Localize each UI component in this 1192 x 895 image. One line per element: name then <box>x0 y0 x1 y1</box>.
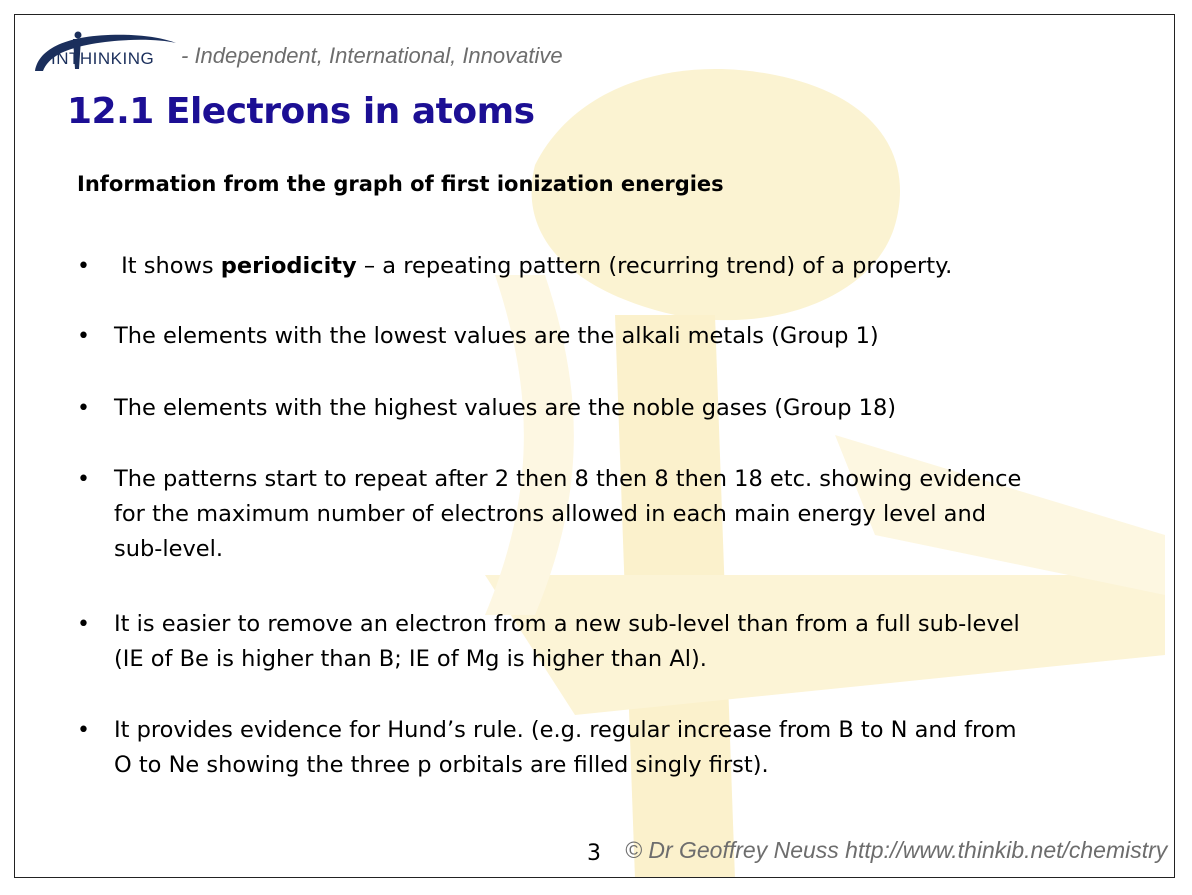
slide <box>14 14 1175 878</box>
logo-text: INTHINKING <box>51 49 155 68</box>
bullet-text <box>114 462 1117 567</box>
bullet-line: It provides evidence for Hund’s rule. (e.g. regular increase from B to N and from <box>114 717 1017 743</box>
bullet-text <box>114 607 1117 677</box>
copyright-text: © Dr Geoffrey Neuss http://www.thinkib.net/chemistry <box>625 837 1168 863</box>
bullet-marker: • <box>77 396 90 421</box>
bullet-item-lowest <box>77 319 1117 354</box>
bullet-text-pre: It shows <box>114 253 221 279</box>
bullet-line: (IE of Be is higher than B; IE of Mg is higher than Al). <box>114 646 707 672</box>
bullet-text-post: – a repeating pattern (recurring trend) of a property. <box>356 253 953 279</box>
bullet-item-patterns <box>77 462 1117 567</box>
bullet-line: sub-level. <box>114 536 224 562</box>
page-number: 3 <box>587 841 601 866</box>
bullet-item-periodicity <box>77 249 1117 284</box>
bullet-line: The patterns start to repeat after 2 then 8 then 8 then 18 etc. showing evidence <box>114 466 1022 492</box>
bullet-marker: • <box>77 612 90 637</box>
bullet-item-sublevel <box>77 607 1117 677</box>
bullet-marker: • <box>77 254 90 279</box>
bullet-line: It is easier to remove an electron from a new sub-level than from a full sub-level <box>114 611 1020 637</box>
bullet-text <box>114 713 1117 783</box>
page-title: 12.1 Electrons in atoms <box>67 91 535 132</box>
bullet-text-bold: periodicity <box>220 253 357 279</box>
bullet-marker: • <box>77 324 90 349</box>
bullet-marker: • <box>77 467 90 492</box>
inthinking-logo <box>31 25 191 75</box>
bullet-item-hund <box>77 713 1117 783</box>
tagline: - Independent, International, Innovative <box>181 43 563 68</box>
bullet-line: for the maximum number of electrons allowed in each main energy level and <box>114 501 986 527</box>
bullet-text <box>114 249 1117 284</box>
bullet-line: O to Ne showing the three p orbitals are filled singly first). <box>114 752 769 778</box>
bullet-text: The elements with the highest values are the noble gases (Group 18) <box>114 395 897 421</box>
bullet-marker: • <box>77 718 90 743</box>
bullet-item-highest <box>77 391 1117 426</box>
subtitle: Information from the graph of first ionization energies <box>77 172 724 196</box>
bullet-text: The elements with the lowest values are the alkali metals (Group 1) <box>114 323 879 349</box>
